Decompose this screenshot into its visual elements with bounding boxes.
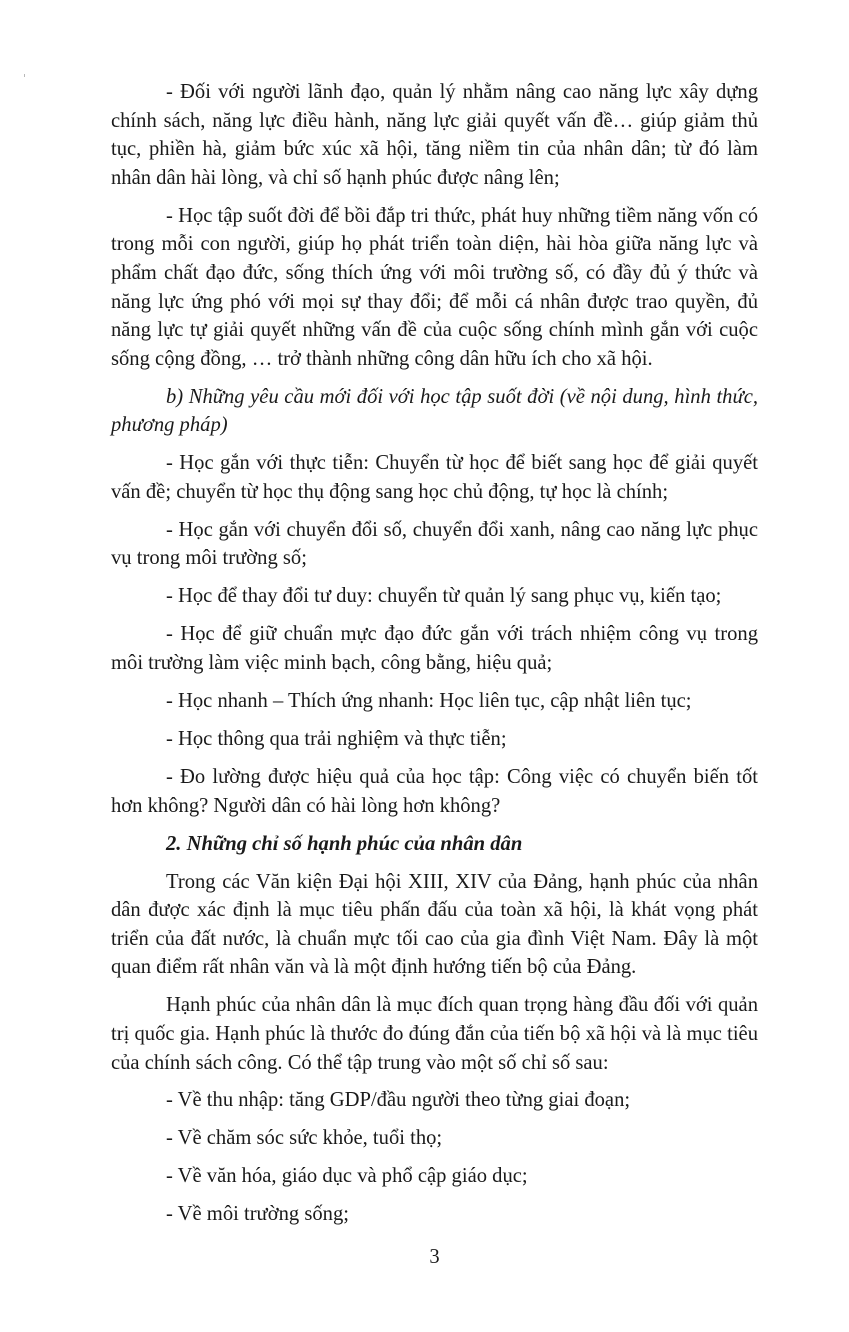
paragraph-lifelong-learning: - Học tập suốt đời để bồi đắp tri thức, phát huy những tiềm năng vốn có trong mỗi con người, giúp họ phát triển toàn diện, hài hòa giữa năng lực và phẩm chất đạo đức, sống thích ứng với môi trường số, có đầy đủ ý thức và năng lực ứng phó với mọi sự thay đổi; để mỗi cá nhân được trao quyền, đủ năng lực tự giải quyết những vấn đề của cuộc sống chính mình gắn với cuộc sống cộng đồng, … trở thành những công dân hữu ích cho xã hội. <box>111 204 758 370</box>
section-heading-2: 2. Những chỉ số hạnh phúc của nhân dân <box>166 832 523 855</box>
list-item-change-mindset: - Học để thay đổi tư duy: chuyển từ quản lý sang phục vụ, kiến tạo; <box>166 585 722 608</box>
page-number: 3 <box>429 1246 440 1269</box>
list-item-income: - Về thu nhập: tăng GDP/đầu người theo từng giai đoạn; <box>166 1089 631 1112</box>
subsection-heading-b: b) Những yêu cầu mới đối với học tập suốt đời (về nội dung, hình thức, phương pháp) <box>111 385 758 437</box>
list-item-measure-effectiveness: - Đo lường được hiệu quả của học tập: Công việc có chuyển biến tốt hơn không? Người dân có hài lòng hơn không? <box>111 765 758 817</box>
list-item-ethics: - Học để giữ chuẩn mực đạo đức gắn với trách nhiệm công vụ trong môi trường làm việc minh bạch, công bằng, hiệu quả; <box>111 623 758 675</box>
paragraph-party-documents: Trong các Văn kiện Đại hội XIII, XIV của Đảng, hạnh phúc của nhân dân được xác định là mục tiêu phấn đấu của toàn xã hội, là khát vọng phát triển của đất nước, là chuẩn mực tối cao của gia đình Việt Nam. Đây là một quan điểm rất nhân văn và là một định hướng tiến bộ của Đảng. <box>111 870 758 979</box>
scan-speck <box>24 74 25 77</box>
list-item-experience: - Học thông qua trải nghiệm và thực tiễn; <box>166 728 507 750</box>
paragraph-happiness-governance: Hạnh phúc của nhân dân là mục đích quan trọng hàng đầu đối với quản trị quốc gia. Hạnh phúc là thước đo đúng đắn của tiến bộ xã hội và là mục tiêu của chính sách công. Có thể tập trung vào một số chỉ số sau: <box>111 994 758 1074</box>
list-item-culture-education: - Về văn hóa, giáo dục và phổ cập giáo dục; <box>166 1165 528 1188</box>
paragraph-leader-capacity: - Đối với người lãnh đạo, quản lý nhằm nâng cao năng lực xây dựng chính sách, năng lực điều hành, năng lực giải quyết vấn đề… giúp giảm thủ tục, phiền hà, giảm bức xúc xã hội, tăng niềm tin của nhân dân; từ đó làm nhân dân hài lòng, và chỉ số hạnh phúc được nâng lên; <box>111 81 758 189</box>
list-item-digital-transformation: - Học gắn với chuyển đổi số, chuyển đổi xanh, nâng cao năng lực phục vụ trong môi trường số; <box>111 518 758 570</box>
list-item-fast-learning: - Học nhanh – Thích ứng nhanh: Học liên tục, cập nhật liên tục; <box>166 690 692 713</box>
list-item-living-environment: - Về môi trường sống; <box>166 1203 349 1226</box>
list-item-healthcare: - Về chăm sóc sức khỏe, tuổi thọ; <box>166 1127 443 1150</box>
list-item-practical-learning: - Học gắn với thực tiễn: Chuyển từ học để biết sang học để giải quyết vấn đề; chuyển từ học thụ động sang học chủ động, tự học là chính; <box>111 452 758 503</box>
document-body <box>111 78 758 1229</box>
